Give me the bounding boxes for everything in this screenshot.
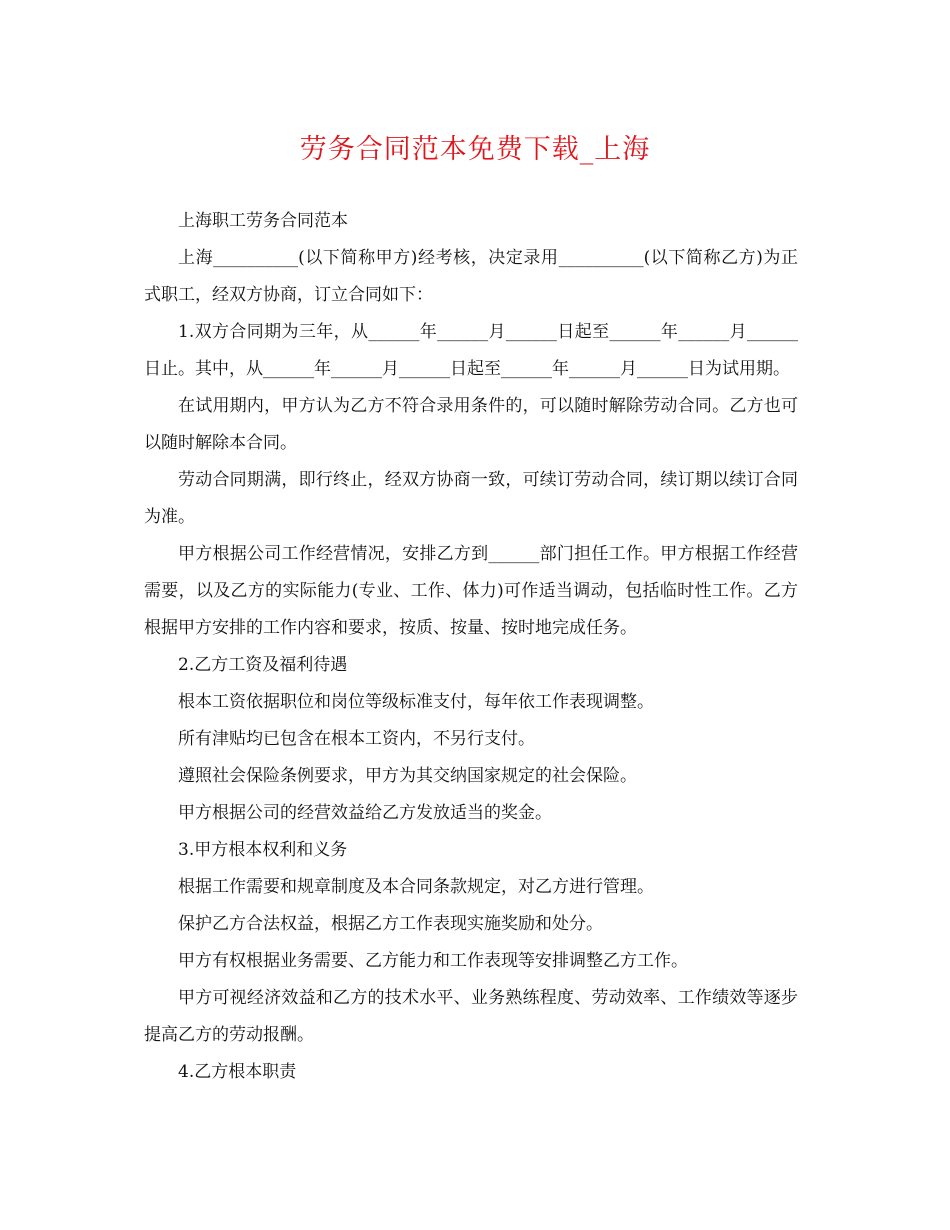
paragraph-insurance: 遵照社会保险条例要求，甲方为其交纳国家规定的社会保险。 bbox=[178, 766, 637, 786]
paragraph-allowance: 所有津贴均已包含在根本工资内，不另行支付。 bbox=[178, 729, 535, 749]
paragraph-renewal: 劳动合同期满，即行终止，经双方协商一致，可续订劳动合同，续订期以续订合同为准。 bbox=[144, 470, 798, 527]
paragraph-probation: 在试用期内，甲方认为乙方不符合录用条件的，可以随时解除劳动合同。乙方也可以随时解除本合同。 bbox=[144, 396, 798, 453]
paragraph-contract-name: 上海职工劳务合同范本 bbox=[178, 211, 348, 231]
paragraph-protection: 保护乙方合法权益，根据乙方工作表现实施奖励和处分。 bbox=[178, 914, 603, 934]
paragraph-intro: 上海__________(以下简称甲方)经考核，决定录用__________(以下简称乙方)为正式职工，经双方协商，订立合同如下： bbox=[144, 248, 798, 305]
paragraph-raise: 甲方可视经济效益和乙方的技术水平、业务熟练程度、劳动效率、工作绩效等逐步提高乙方的劳动报酬。 bbox=[144, 988, 798, 1045]
paragraph-adjustment: 甲方有权根据业务需要、乙方能力和工作表现等安排调整乙方工作。 bbox=[178, 951, 688, 971]
paragraph-assignment: 甲方根据公司工作经营情况，安排乙方到______部门担任工作。甲方根据工作经营需要，以及乙方的实际能力(专业、工作、体力)可作适当调动，包括临时性工作。乙方根据甲方安排的工作内容和要求，按质、按量、按时地完成任务。 bbox=[144, 544, 798, 638]
section-heading-wages: 2.乙方工资及福利待遇 bbox=[178, 655, 348, 675]
paragraph-term: 1.双方合同期为三年，从______年______月______日起至______年______月______日止。其中，从______年______月______日起至______年______月______日为试用期。 bbox=[144, 322, 798, 379]
document-title: 劳务合同范本免费下载_上海 bbox=[299, 134, 651, 165]
section-heading-party-a: 3.甲方根本权利和义务 bbox=[178, 840, 348, 860]
section-heading-party-b: 4.乙方根本职责 bbox=[178, 1062, 297, 1082]
paragraph-bonus: 甲方根据公司的经营效益给乙方发放适当的奖金。 bbox=[178, 803, 552, 823]
paragraph-management: 根据工作需要和规章制度及本合同条款规定，对乙方进行管理。 bbox=[178, 877, 654, 897]
paragraph-base-wage: 根本工资依据职位和岗位等级标准支付，每年依工作表现调整。 bbox=[178, 692, 654, 712]
document-body bbox=[144, 203, 798, 1091]
